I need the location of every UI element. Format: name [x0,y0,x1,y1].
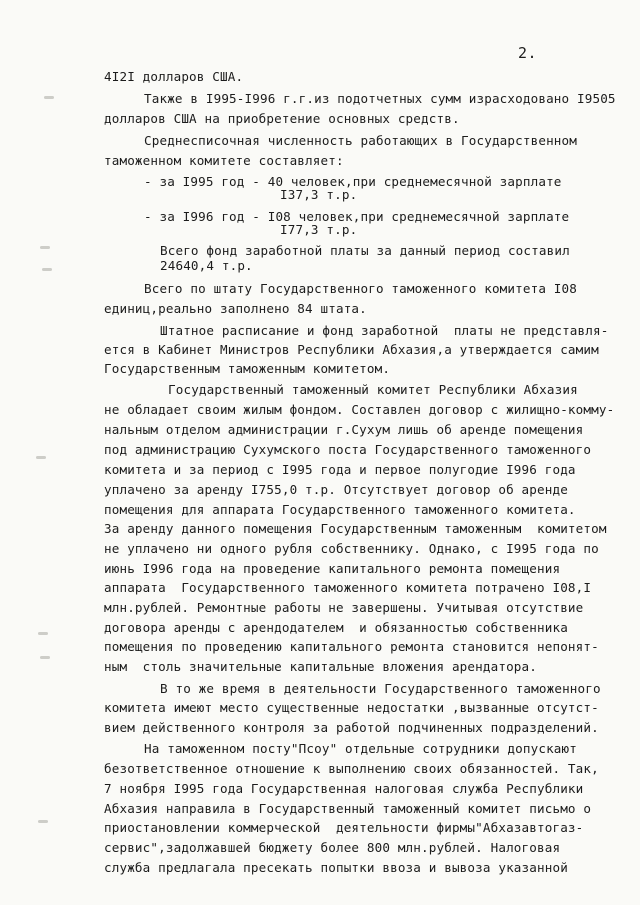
text-line: За аренду данного помещения Государственным таможенным комитетом [104,521,607,536]
text-line: комитета и за период с I995 года и первое полугодие I996 года [104,462,576,477]
text-line: I37,3 т.р. [280,187,358,202]
text-line: договора аренды с арендодателем и обязанностью собственника [104,620,568,635]
scan-mark [38,820,48,823]
text-line: сервис",задолжавшей бюджету более 800 млн.рублей. Налоговая [104,840,561,855]
text-line: млн.рублей. Ремонтные работы не завершены. Учитывая отсутствие [104,600,584,615]
text-line: На таможенном посту"Псоу" отдельные сотрудники допускают [144,741,577,756]
scan-mark [36,456,46,459]
text-line: Всего фонд заработной платы за данный период составил [160,243,570,258]
page-number: 2. [518,44,538,62]
text-line: приостановлении коммерческой деятельности фирмы"Абхазавтогаз- [104,820,584,835]
scan-mark [42,268,52,271]
text-line: - за I995 год - 40 человек,при среднемесячной зарплате [144,174,562,189]
scan-mark [38,632,48,635]
text-line: помещения по проведению капитального ремонта становится непонят- [104,639,599,654]
text-line: В то же время в деятельности Государственного таможенного [160,681,601,696]
text-line: 7 ноября I995 года Государственная налоговая служба Республики [104,781,584,796]
text-line: служба предлагала пресекать попытки ввоза и вывоза указанной [104,860,568,875]
text-line: аппарата Государственного таможенного комитета потрачено I08,I [104,580,592,595]
text-line: ным столь значительные капитальные вложения арендатора. [104,659,537,674]
text-line: таможенном комитете составляет: [104,153,344,168]
scan-mark [40,656,50,659]
text-line: не уплачено ни одного рубля собственнику. Однако, с I995 года по [104,541,599,556]
text-line: единиц,реально заполнено 84 штата. [104,301,367,316]
text-line: Также в I995-I996 г.г.из подотчетных сумм израсходовано I9505 [144,91,616,106]
text-line: уплачено за аренду I755,0 т.р. Отсутствует договор об аренде [104,482,568,497]
text-line: июнь I996 года на проведение капитального ремонта помещения [104,561,561,576]
text-line: Среднесписочная численность работающих в Государственном [144,133,577,148]
scan-mark [44,96,54,99]
text-line: комитета имеют место существенные недостатки ,вызванные отсутст- [104,700,599,715]
text-line: 24640,4 т.р. [160,258,253,273]
text-line: - за I996 год - I08 человек,при среднемесячной зарплате [144,209,570,224]
text-line: Государственным таможенным комитетом. [104,361,391,376]
text-line: Всего по штату Государственного таможенного комитета I08 [144,281,577,296]
text-line: нальным отделом администрации г.Сухум лишь об аренде помещения [104,422,584,437]
scan-mark [40,246,50,249]
text-line: 4I2I долларов США. [104,69,244,84]
text-line: помещения для аппарата Государственного таможенного комитета. [104,502,576,517]
text-line: под администрацию Сухумского поста Государственного таможенного [104,442,592,457]
text-line: Штатное расписание и фонд заработной платы не представля- [160,323,609,338]
text-line: безответственное отношение к выполнению своих обязанностей. Так, [104,761,599,776]
text-line: ется в Кабинет Министров Республики Абхазия,а утверждается самим [104,342,599,357]
text-line: не обладает своим жилым фондом. Составлен договор с жилищно-комму- [104,402,615,417]
text-line: I77,3 т.р. [280,222,358,237]
text-line: Абхазия направила в Государственный таможенный комитет письмо о [104,801,592,816]
text-line: вием действенного контроля за работой подчиненных подразделений. [104,720,599,735]
text-line: долларов США на приобретение основных средств. [104,111,460,126]
text-line: Государственный таможенный комитет Республики Абхазия [168,382,578,397]
